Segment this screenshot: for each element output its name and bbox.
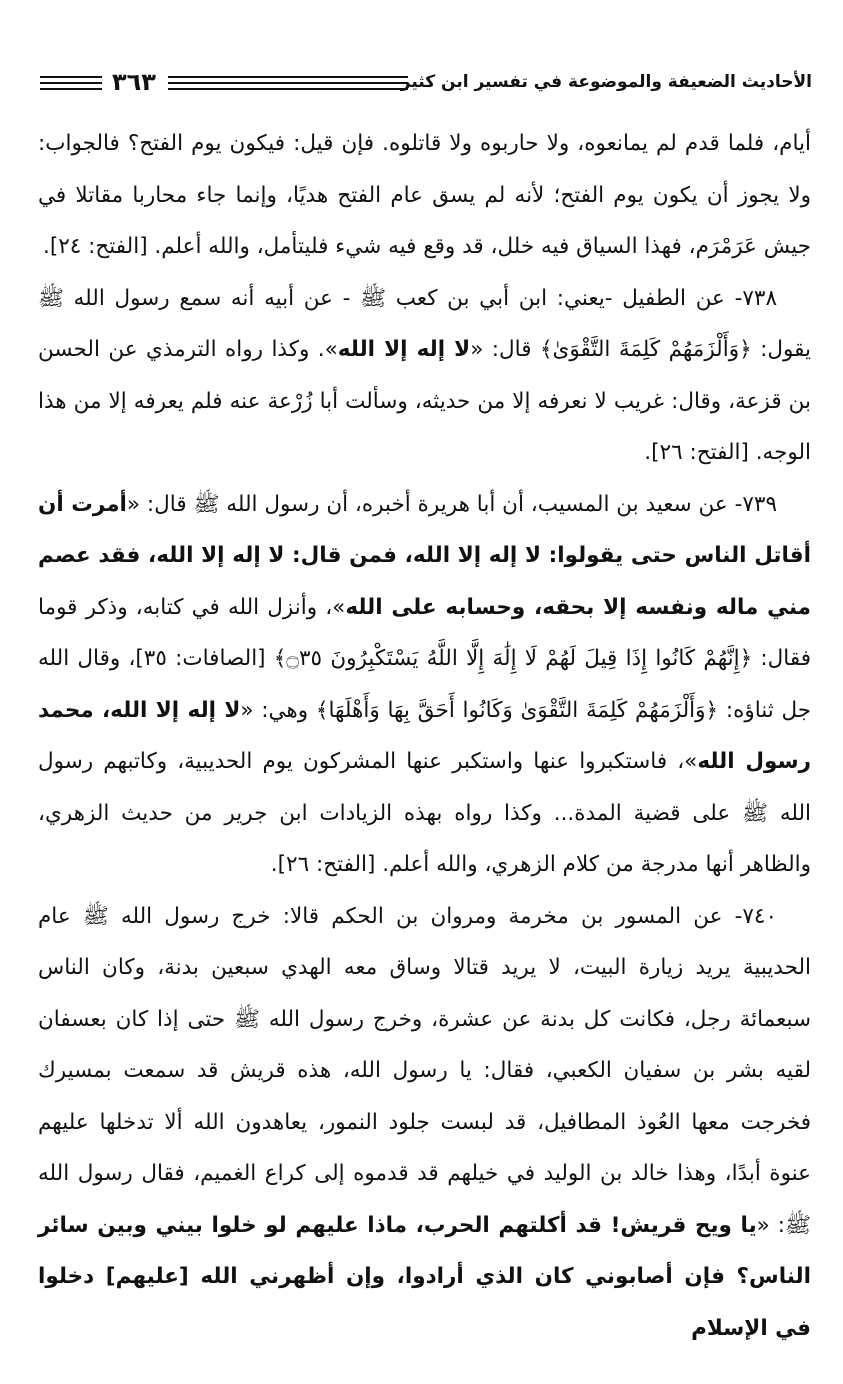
text-segment: وهي: « (240, 697, 316, 723)
text-segment: ». وكذا رواه الترمذي عن الحسن بن قزعة، وقال: غريب لا نعرفه إلا من حديثه، وسألت أبا زُرْعة عنه فلم يعرفه إلا من هذا الوجه. [الفتح: ٢٦]. (38, 337, 811, 465)
hadith-text: لا إله إلا الله (337, 337, 471, 362)
header-rule (168, 76, 408, 78)
running-title: الأحاديث الضعيفة والموضوعة في تفسير ابن كثير (400, 72, 812, 92)
text-segment: أيام، فلما قدم لم يمانعوه، ولا حاربوه ولا قاتلوه. فإن قيل: فيكون يوم الفتح؟ فالجواب: ولا يجوز أن يكون يوم الفتح؛ لأنه لم يسق عام الفتح هديًا، وإنما جاء محاربا مقاتلا في جيش عَرَمْرَم، فهذا السياق فيه خلل، قد وقع فيه شيء فليتأمل، والله أعلم. [الفتح: ٢٤]. (38, 131, 811, 259)
running-header (40, 66, 812, 106)
paragraph (38, 479, 811, 891)
paragraph (38, 273, 811, 479)
text-segment: ٧٣٩- عن سعيد بن المسيب، أن أبا هريرة أخبره، أن رسول الله ﷺ قال: « (126, 491, 778, 517)
text-segment: »، فاستكبروا عنها واستكبر عنها المشركون يوم الحديبية، وكاتبهم رسول الله ﷺ على قضية المدة... وكذا رواه بهذه الزيادات ابن جرير من حديث الزهري، والظاهر أنها مدرجة من كلام الزهري، والله أعلم. [الفتح: ٢٦]. (38, 749, 811, 877)
text-segment: قال: « (470, 337, 540, 362)
quran-verse: ﴿وَأَلْزَمَهُمْ كَلِمَةَ التَّقْوَىٰ﴾ (539, 337, 752, 362)
page-number: ٣٦٣ (112, 68, 156, 96)
hadith-text: لا إله إلا الله، محمد رسول الله (38, 697, 811, 774)
text-segment: [الصافات: ٣٥]، وقال الله جل ثناؤه: (38, 646, 812, 723)
quran-verse: ﴿وَأَلْزَمَهُمْ كَلِمَةَ التَّقْوَىٰ وَكَانُوا أَحَقَّ بِهَا وَأَهْلَهَا﴾ (315, 697, 719, 723)
header-rule (168, 88, 408, 90)
text-segment: »، وأنزل الله في كتابه، وذكر قوما فقال: (38, 594, 811, 671)
quran-verse: ﴿إِنَّهُمْ كَانُوا إِذَا قِيلَ لَهُمْ لَا إِلَٰهَ إِلَّا اللَّهُ يَسْتَكْبِرُونَ ۝٣٥﴾ (273, 646, 753, 671)
header-rule (40, 82, 102, 84)
text-segment: ٧٤٠- عن المسور بن مخرمة ومروان بن الحكم قالا: خرج رسول الله ﷺ عام الحديبية يريد زيارة البيت، لا يريد قتالا وساق معه الهدي سبعين بدنة، وكان الناس سبعمائة رجل، فكانت كل بدنة عن عشرة، وخرج رسول الله ﷺ حتى إذا كان بعسفان لقيه بشر بن سفيان الكعبي، فقال: يا رسول الله، هذه قريش قد سمعت بمسيرك فخرجت معها العُوذ المطافيل، قد لبست جلود النمور، يعاهدون الله ألا تدخلها عليهم عنوة أبدًا، وهذا خالد بن الوليد في خيلهم قد قدموه إلى كراع الغميم، فقال رسول الله ﷺ: « (38, 903, 811, 1238)
text-segment: ٧٣٨- عن الطفيل -يعني: ابن أبي بن كعب ﷺ - عن أبيه أنه سمع رسول الله ﷺ يقول: (38, 285, 811, 362)
hadith-text: يا ويح قريش! قد أكلتهم الحرب، ماذا عليهم لو خلوا بيني وبين سائر الناس؟ فإن أصابوني كان الذي أرادوا، وإن أظهرني الله [عليهم] دخلوا في الإسلام (38, 1212, 811, 1341)
hadith-text: أمرت أن أقاتل الناس حتى يقولوا: لا إله إلا الله، فمن قال: لا إله إلا الله، فقد عصم مني ماله ونفسه إلا بحقه، وحسابه على الله (38, 491, 811, 620)
header-rule (40, 76, 102, 78)
body-text (38, 118, 811, 1354)
paragraph (38, 891, 811, 1355)
header-rule (168, 82, 408, 84)
header-rule (40, 88, 102, 90)
paragraph (38, 118, 811, 273)
